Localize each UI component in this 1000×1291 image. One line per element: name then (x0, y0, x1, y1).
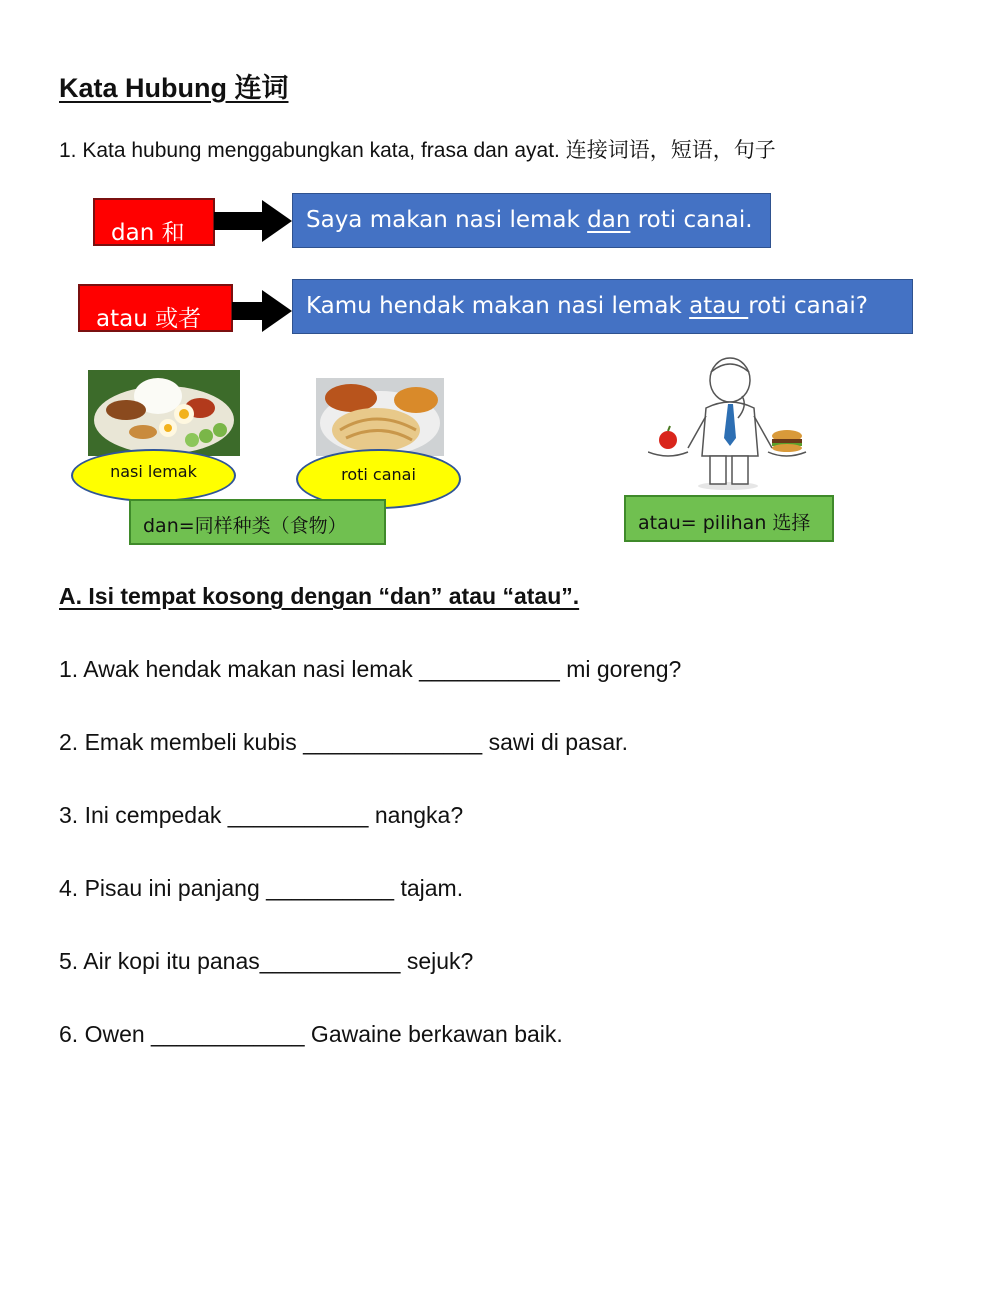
note-dan: dan=同样种类（食物） (129, 499, 386, 545)
question-3: 3. Ini cempedak ___________ nangka? (59, 802, 464, 828)
sentence-part: roti canai. (630, 207, 753, 233)
question-1: 1. Awak hendak makan nasi lemak ___________ mi goreng? (59, 656, 682, 682)
arrow-right-icon (232, 290, 294, 332)
arrow-right-icon (214, 200, 294, 242)
thinking-man-image (648, 356, 808, 492)
section-title: A. Isi tempat kosong dengan “dan” atau “atau”. (59, 583, 580, 609)
page-title: Kata Hubung 连词 (59, 73, 289, 103)
keyword-dan: dan (587, 207, 631, 233)
question-4: 4. Pisau ini panjang __________ tajam. (59, 875, 464, 901)
question-2: 2. Emak membeli kubis ______________ sawi di pasar. (59, 729, 628, 755)
label-roti-canai: roti canai (296, 449, 461, 509)
label-dan: dan 和 (93, 198, 215, 246)
question-5: 5. Air kopi itu panas___________ sejuk? (59, 948, 474, 974)
nasi-lemak-image (88, 370, 240, 456)
sentence-part: Saya makan nasi lemak (306, 207, 588, 233)
sentence-part: roti canai? (748, 293, 868, 319)
label-atau: atau 或者 (78, 284, 233, 332)
note-atau: atau= pilihan 选择 (624, 495, 834, 542)
keyword-atau: atau (689, 293, 749, 319)
example-sentence-dan (292, 193, 771, 248)
sentence-part: Kamu hendak makan nasi lemak (306, 293, 690, 319)
question-6: 6. Owen ____________ Gawaine berkawan baik. (59, 1021, 563, 1047)
intro-text: 1. Kata hubung menggabungkan kata, frasa dan ayat. 连接词语，短语，句子 (59, 139, 776, 162)
example-sentence-atau (292, 279, 913, 334)
roti-canai-image (316, 378, 444, 456)
label-nasi-lemak: nasi lemak (71, 449, 236, 502)
